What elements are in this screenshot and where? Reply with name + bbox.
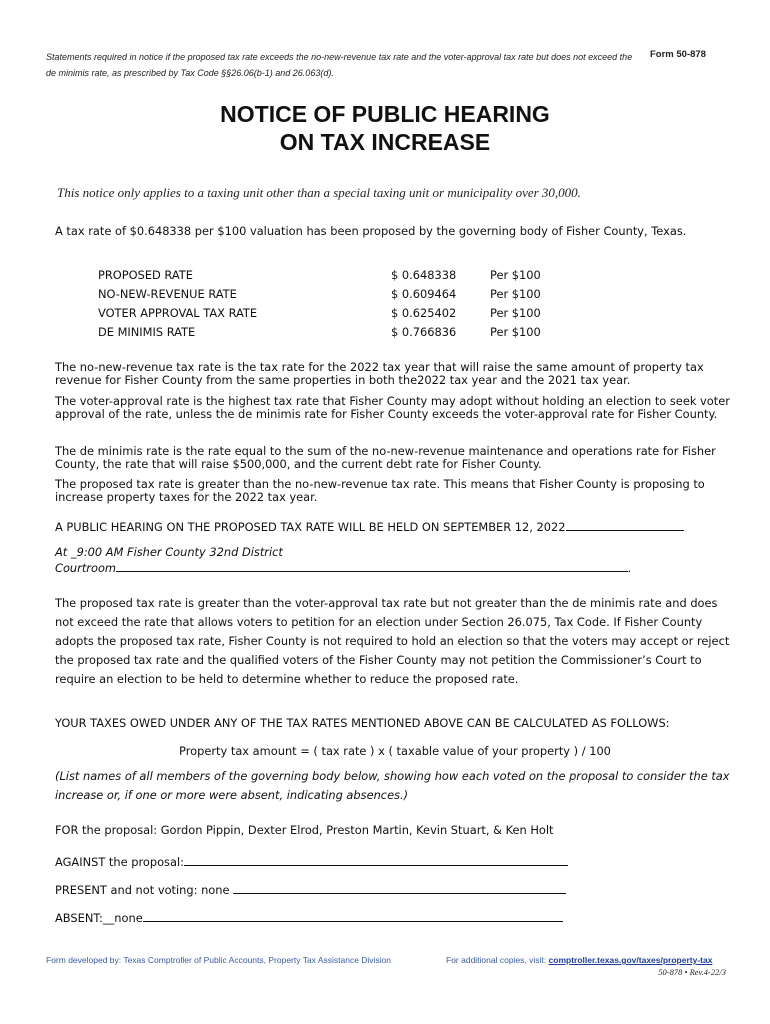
notice-title [0, 100, 770, 156]
present-not-voting-line [55, 881, 735, 897]
votes-against-label: AGAINST the proposal: [55, 855, 184, 869]
rate-row-no-new-revenue [98, 287, 578, 306]
footer-developed-by: Form developed by: Texas Comptroller of Public Accounts, Property Tax Assistance Division [46, 955, 392, 965]
rate-label: PROPOSED RATE [98, 268, 193, 282]
absent-label: ABSENT:__none [55, 911, 143, 925]
hearing-location-line1: At _9:00 AM Fisher County 32nd District [55, 545, 283, 559]
notice-title-line1: NOTICE OF PUBLIC HEARING [220, 101, 550, 127]
header-statement: Statements required in notice if the proposed tax rate exceeds the no-new-revenue tax rate and the voter-approval tax rate but does not exceed the de minimis rate, as prescribed by Tax Code §§26.06(b-1) and 26.063(d). [46, 52, 633, 78]
hearing-date-line [55, 518, 735, 534]
rate-per: Per $100 [490, 325, 541, 339]
rate-row-proposed [98, 268, 578, 287]
rate-per: Per $100 [490, 306, 541, 320]
rate-value: $ 0.766836 [391, 325, 457, 339]
hearing-location-line2: Courtroom . [55, 561, 632, 575]
no-new-revenue-definition: The no-new-revenue tax rate is the tax rate for the 2022 tax year that will raise the same amount of property tax revenue for Fisher County from the same properties in both the2022 tax year and the 2021 tax year. [55, 360, 704, 387]
footer-copies-prefix: For additional copies, visit: [446, 955, 549, 965]
rate-per: Per $100 [490, 287, 541, 301]
rate-value: $ 0.648338 [391, 268, 457, 282]
votes-for: FOR the proposal: Gordon Pippin, Dexter Elrod, Preston Martin, Kevin Stuart, & Ken Holt [55, 823, 554, 837]
rate-row-de-minimis [98, 325, 578, 344]
rate-label: VOTER APPROVAL TAX RATE [98, 306, 258, 320]
list-instruction: (List names of all members of the governing body below, showing how each voted on the proposal to consider the tax increase or, if one or more were absent, indicating absences.) [55, 769, 730, 802]
explanation-paragraph: The proposed tax rate is greater than the voter-approval tax rate but not greater than the de minimis rate and does not exceed the rate that allows voters to petition for an election under Section 26.075, Tax Code. If Fisher County adopts the proposed tax rate, Fisher County is not required to hold an election so that the voters may accept or reject the proposed tax rate and the qualified voters of the Fisher County may not petition the Commissioner’s Court to require an election to be held to determine whether to reduce the proposed rate. [55, 596, 730, 686]
rate-label: NO-NEW-REVENUE RATE [98, 287, 237, 301]
present-not-voting-label: PRESENT and not voting: none [55, 883, 230, 897]
proposed-greater-statement: The proposed tax rate is greater than the no-new-revenue tax rate. This means that Fisher County is proposing to increase property taxes for the 2022 tax year. [55, 477, 705, 504]
rates-table [98, 268, 578, 344]
rate-per: Per $100 [490, 268, 541, 282]
footer-revision: 50-878 • Rev.4-22/3 [658, 967, 726, 977]
calculation-heading: YOUR TAXES OWED UNDER ANY OF THE TAX RATES MENTIONED ABOVE CAN BE CALCULATED AS FOLLOWS: [55, 716, 670, 730]
voter-approval-definition: The voter-approval rate is the highest tax rate that Fisher County may adopt without holding an election to seek voter approval of the rate, unless the de minimis rate for Fisher County exceeds the voter-approval rate for Fisher County. [55, 394, 730, 421]
present-not-voting-blank [233, 881, 566, 894]
absent-blank [143, 909, 563, 922]
hearing-location [55, 546, 735, 575]
votes-against-blank [184, 853, 568, 866]
rate-label: DE MINIMIS RATE [98, 325, 196, 339]
footer-copies [446, 955, 712, 965]
rate-value: $ 0.609464 [391, 287, 457, 301]
notice-title-line2: ON TAX INCREASE [279, 129, 491, 155]
applies-note: This notice only applies to a taxing unit other than a special taxing unit or municipality over 30,000. [57, 185, 581, 200]
comptroller-link[interactable]: comptroller.texas.gov/taxes/property-tax [548, 955, 713, 965]
de-minimis-definition: The de minimis rate is the rate equal to the sum of the no-new-revenue maintenance and operations rate for Fisher County, the rate that will raise $500,000, and the current debt rate for Fisher County. [55, 444, 716, 471]
rate-row-voter-approval [98, 306, 578, 325]
tax-formula: Property tax amount = ( tax rate ) x ( taxable value of your property ) / 100 [179, 744, 611, 758]
hearing-date-text: A PUBLIC HEARING ON THE PROPOSED TAX RATE WILL BE HELD ON SEPTEMBER 12, 2022 [55, 520, 566, 534]
votes-against-line [55, 853, 735, 869]
hearing-location-blank [116, 559, 628, 572]
form-number: Form 50-878 [650, 49, 706, 60]
absent-line [55, 909, 735, 925]
intro-paragraph: A tax rate of $0.648338 per $100 valuation has been proposed by the governing body of Fisher County, Texas. [55, 224, 687, 238]
hearing-date-blank [566, 518, 684, 531]
rate-value: $ 0.625402 [391, 306, 457, 320]
